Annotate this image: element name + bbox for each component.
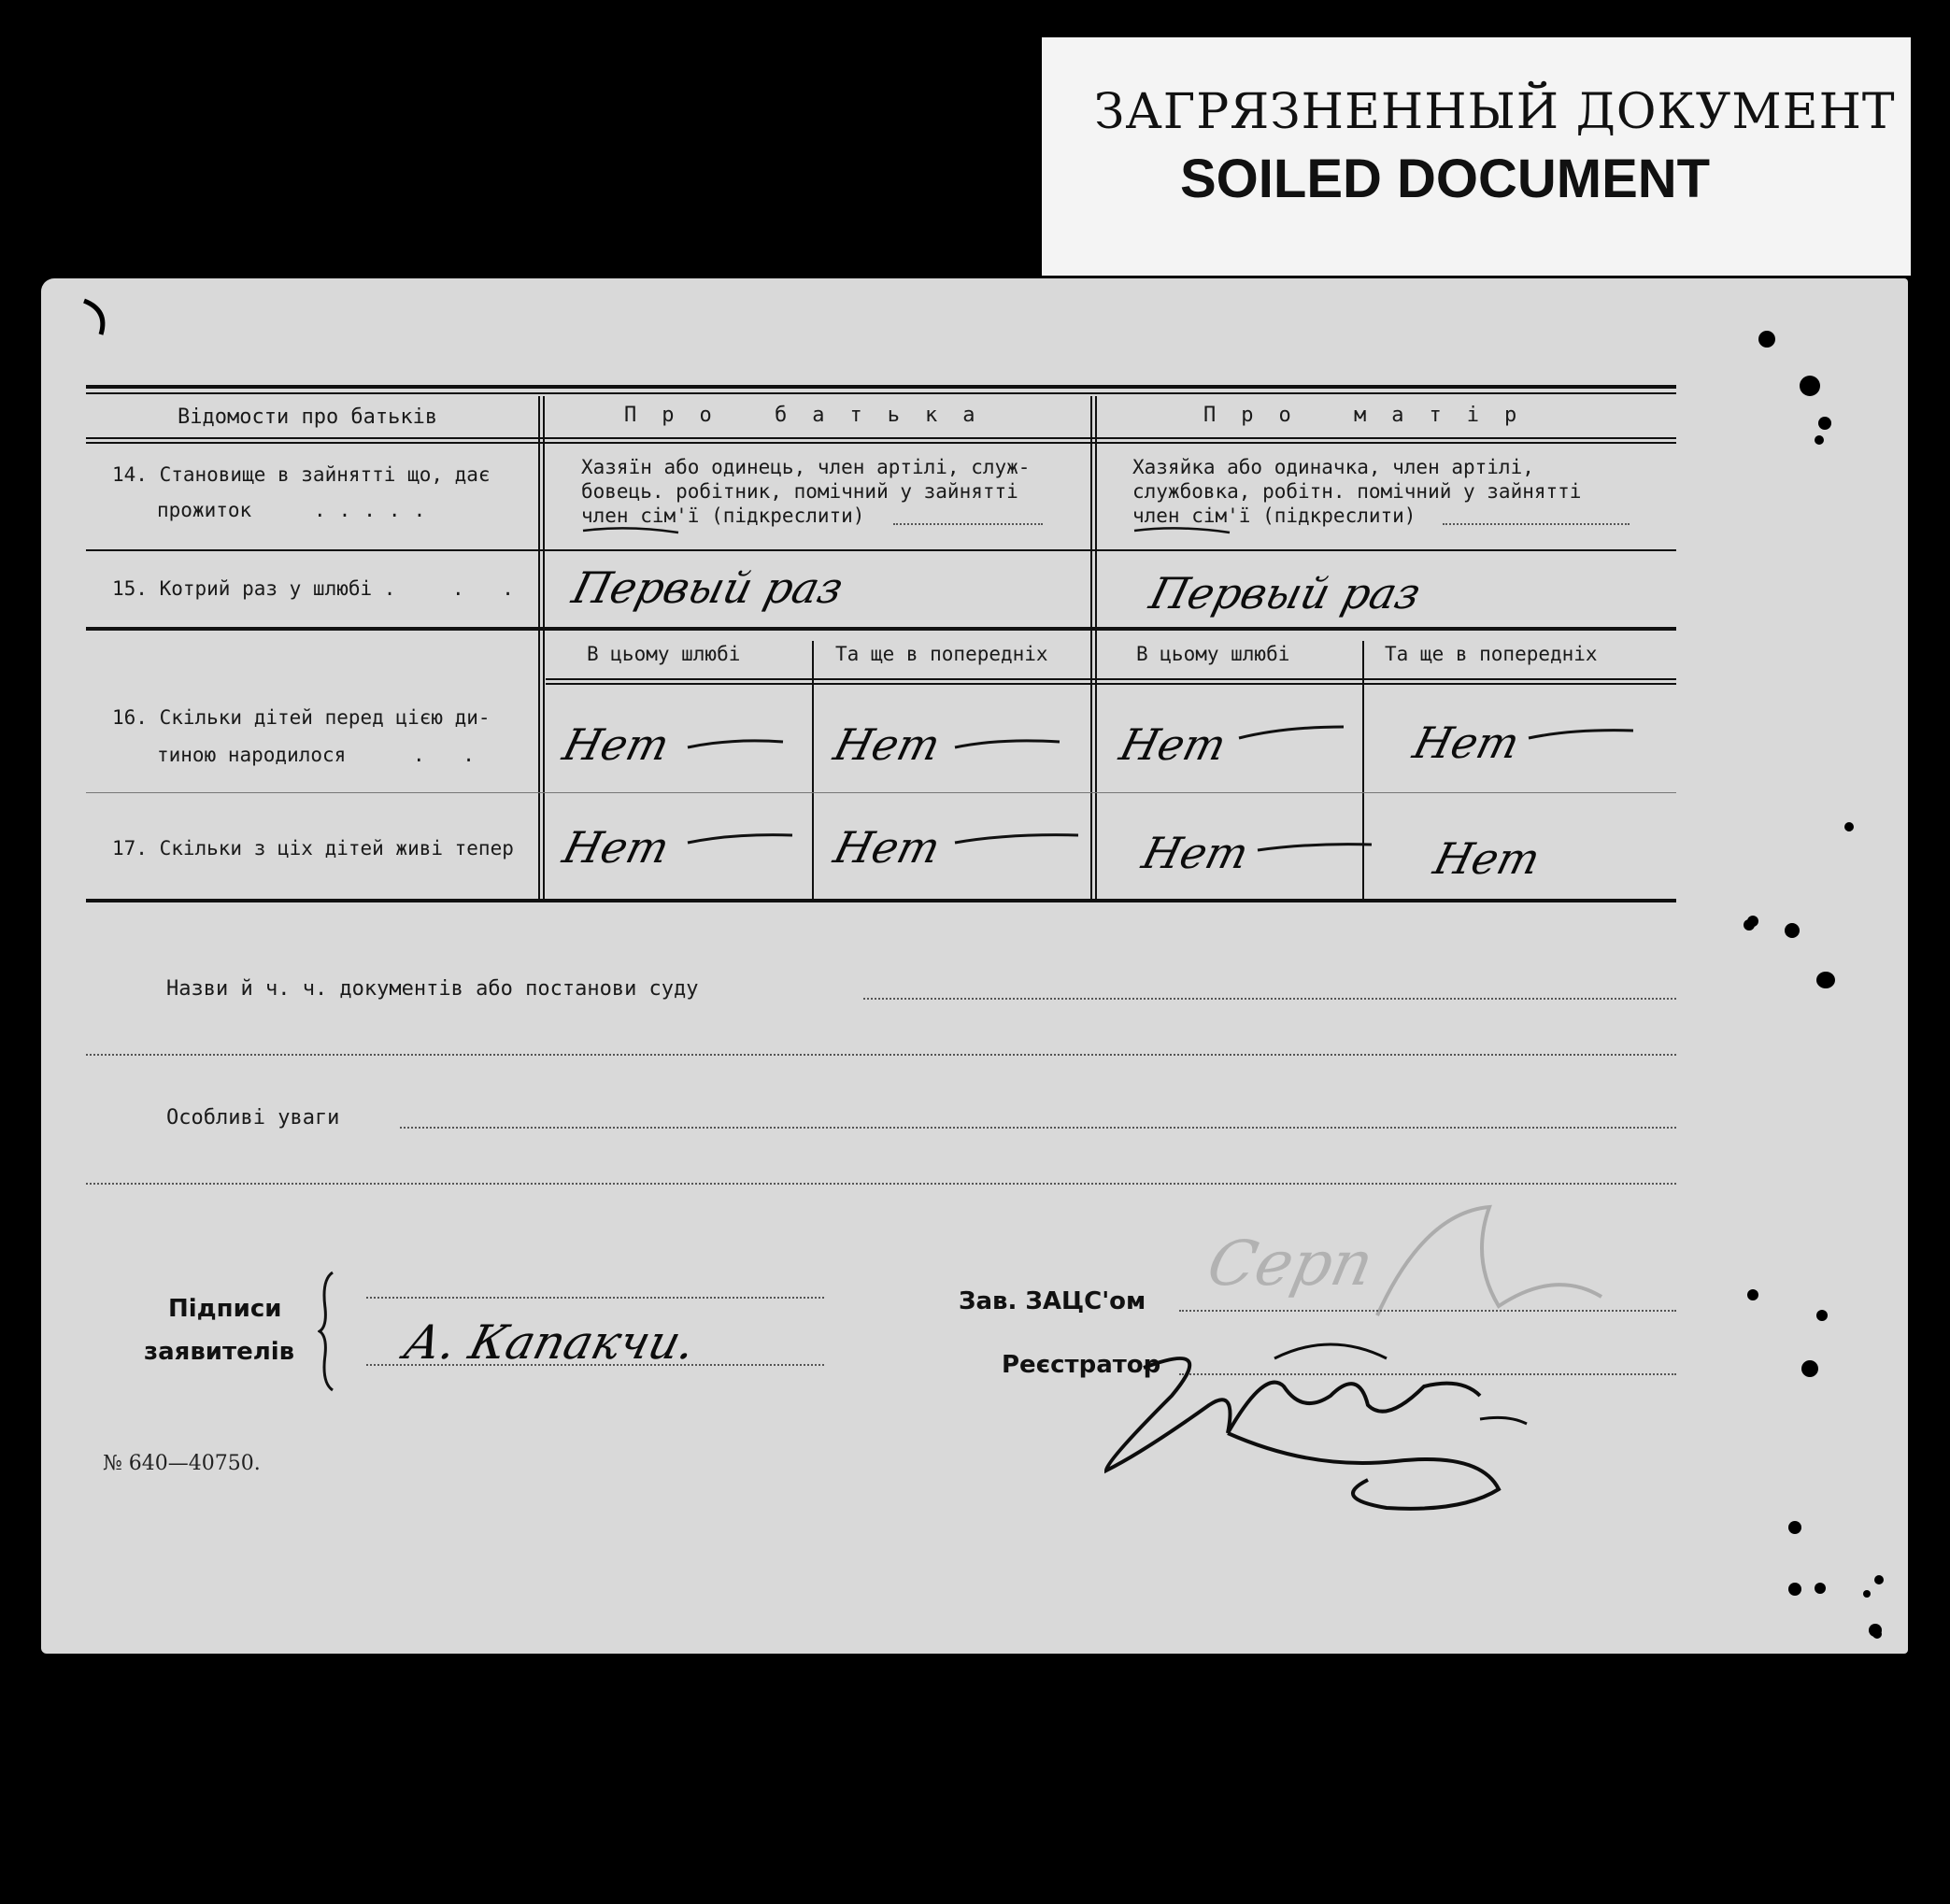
punch-hole [1818,417,1831,430]
ink-mark [80,297,118,344]
punch-hole [1747,1289,1758,1300]
row15-mother-handwriting: Первый раз [1145,568,1426,618]
punch-hole [1801,1360,1818,1377]
row16-value-3: Нет [1115,719,1231,770]
row17-value-4: Нет [1429,833,1545,884]
pen-stroke [953,736,1065,755]
brace-mark [318,1271,342,1392]
row16-label-line2: тиною народилося [157,744,347,766]
punch-hole [1744,919,1755,931]
subheader-mother-this: В цьому шлюбі [1136,643,1290,665]
pen-stroke [953,831,1084,850]
underline-mark [1132,523,1235,536]
punch-hole [1816,972,1835,988]
row-divider [86,549,1676,551]
row14-label-leader: ..... [314,499,439,521]
punch-hole [1815,435,1824,445]
documents-dotline-2 [86,1054,1676,1056]
punch-hole [1863,1590,1871,1598]
punch-hole [1785,923,1800,938]
row17-label: 17. Скільки з ціх дітей живі тепер [112,837,514,860]
stamp-flourish [1368,1203,1611,1334]
label-russian: ЗАГРЯЗНЕННЫЙ ДОКУМЕНТ [1094,84,1896,140]
row14-mother-line3: член сім'ї (підкреслити) [1132,504,1416,527]
row16-value-2: Нет [829,719,946,770]
row14-label-line1: 14. Становище в зайнятті що, дає [112,463,491,486]
applicant-signature-line-1 [366,1297,824,1299]
punch-hole [1775,1736,1788,1749]
label-english: SOILED DOCUMENT [1180,149,1711,209]
row16-value-1: Нет [558,719,675,770]
header-divider [86,437,1676,439]
row-divider [86,627,1676,631]
header-father: Про батька [624,404,1001,427]
pen-stroke [686,831,798,850]
row15-label-leader: . . [452,577,527,600]
column-divider [543,396,545,901]
applicant-signature: А. Капакчи. [398,1315,702,1370]
punch-hole [1859,1803,1871,1814]
subheader-father-prev: Та ще в попередніх [835,643,1048,665]
pen-stroke [1237,723,1349,746]
pen-stroke [1527,727,1639,746]
table-top-border [86,385,1676,389]
documents-dotline [863,998,1676,1000]
underline-mark [581,523,684,536]
row14-father-line3: член сім'ї (підкреслити) [581,504,865,527]
subheader-father-this: В цьому шлюбі [587,643,741,665]
row16-label-leader: . . [413,744,488,766]
punch-hole [1869,1895,1878,1904]
subheader-divider [546,683,1676,685]
head-label: Зав. ЗАЦС'ом [959,1287,1146,1315]
row14-father-dotline [893,523,1043,525]
remarks-label: Особливі уваги [166,1106,340,1130]
punch-hole [1816,1310,1828,1321]
row14-label-line2: прожиток [157,499,252,521]
punch-hole [1872,1629,1882,1639]
row14-mother-line2: службовка, робітн. помічний у зайнятті [1132,480,1582,503]
document-page [41,278,1908,1654]
row14-mother-line1: Хазяйка або одиначка, член артілі, [1132,456,1534,478]
subheader-mother-prev: Та ще в попередніх [1385,643,1598,665]
subheader-divider [546,678,1676,680]
pen-stroke [686,736,789,755]
row17-value-3: Нет [1137,828,1254,878]
column-divider [1090,396,1092,901]
header-parents-info: Відомости про батьків [178,405,438,429]
column-divider [1095,396,1097,901]
row16-label-line1: 16. Скільки дітей перед цією ди- [112,706,491,729]
punch-hole [1788,1583,1801,1596]
punch-hole [1758,331,1775,348]
column-divider [538,396,540,901]
head-stamp-signature: Серп [1201,1228,1380,1300]
row17-value-2: Нет [829,822,946,873]
row15-label: 15. Котрий раз у шлюбі . [112,577,396,600]
pen-stroke [1256,839,1377,858]
table-top-border-2 [86,392,1676,394]
row15-father-handwriting: Первый раз [567,562,848,613]
punch-hole [1788,1521,1801,1534]
registrar-label: Реєстратор [1002,1351,1161,1379]
row14-father-line2: бовець. робітник, помічний у зайнятті [581,480,1018,503]
punch-hole [1800,376,1820,396]
row16-value-4: Нет [1408,718,1525,768]
row14-father-line1: Хазяїн або одинець, член артілі, служ- [581,456,1031,478]
documents-label: Назви й ч. ч. документів або постанови суду [166,977,699,1001]
row14-mother-dotline [1443,523,1630,525]
punch-hole [1874,1575,1884,1584]
row17-value-1: Нет [558,822,675,873]
header-mother: Про матір [1203,404,1543,427]
applicants-label-line1: Підписи [168,1295,282,1323]
table-bottom-border [86,899,1676,902]
applicants-label-line2: заявителів [144,1338,295,1366]
punch-hole [1815,1583,1826,1594]
remarks-dotline [400,1127,1676,1129]
row-divider [86,792,1676,793]
header-divider [86,442,1676,444]
registrar-signature [1088,1330,1573,1517]
soiled-document-label [1042,37,1911,276]
remarks-dotline-2 [86,1183,1676,1185]
punch-hole [1844,822,1854,831]
form-number: № 640—40750. [103,1452,261,1475]
